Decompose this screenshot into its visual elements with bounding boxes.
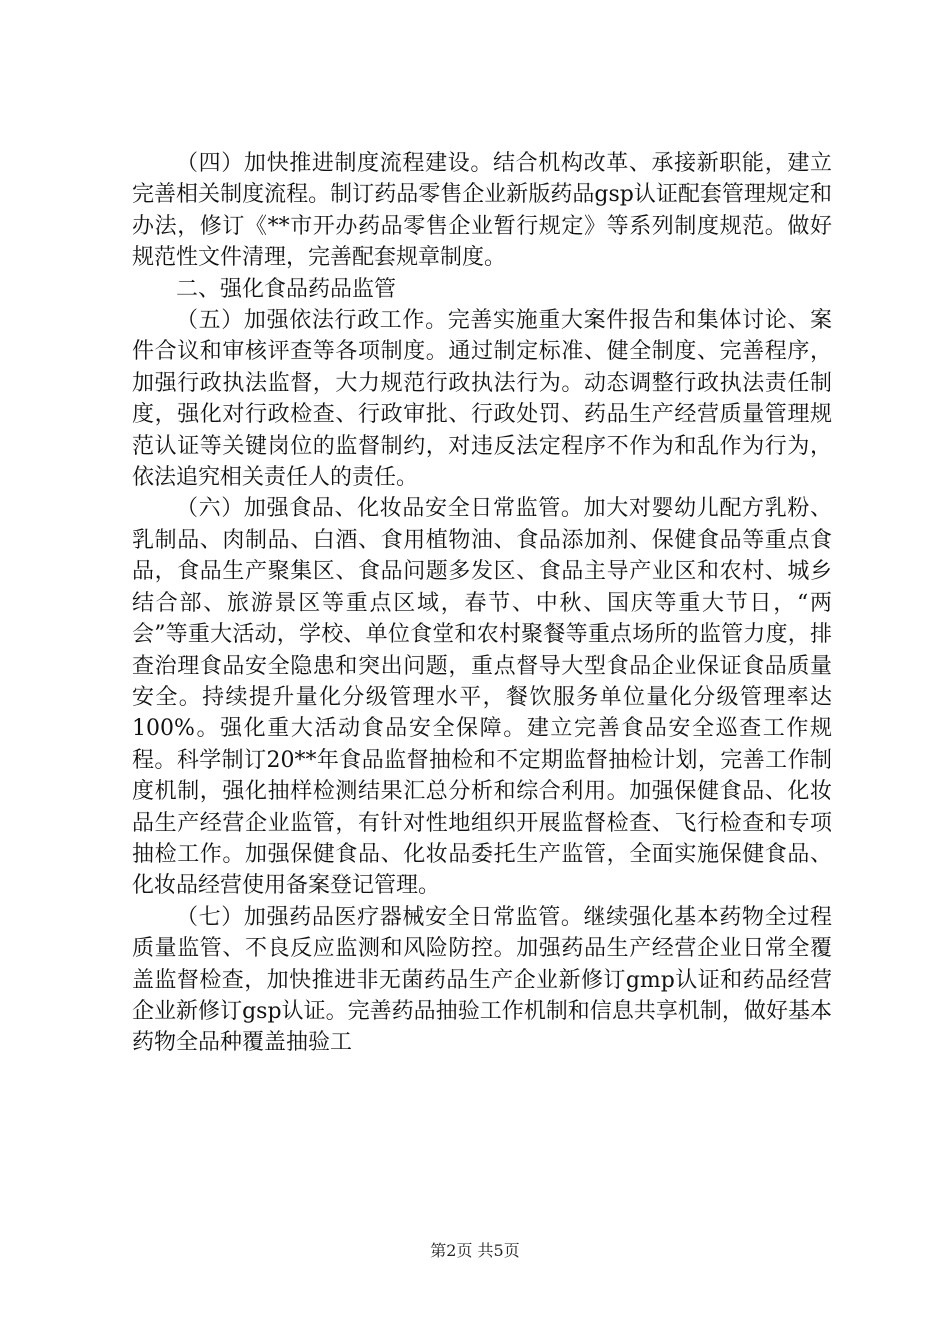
paragraph-section-5: （五）加强依法行政工作。完善实施重大案件报告和集体讨论、案件合议和审核评查等各项制度。通过制定标准、健全制度、完善程序，加强行政执法监督，大力规范行政执法行为。动态调整行政执法责任制度，强化对行政检查、行政审批、行政处罚、药品生产经营质量管理规范认证等关键岗位的监督制约，对违反法定程序不作为和乱作为行为，依法追究相关责任人的责任。 xyxy=(132,308,832,491)
heading-section-2: 二、强化食品药品监管 xyxy=(176,276,397,302)
document-body xyxy=(132,148,832,1059)
paragraph-section-6: （六）加强食品、化妆品安全日常监管。加大对婴幼儿配方乳粉、乳制品、肉制品、白酒、食用植物油、食品添加剂、保健食品等重点食品，食品生产聚集区、食品问题多发区、食品主导产业区和农村、城乡结合部、旅游景区等重点区域，春节、中秋、国庆等重大节日，“两会”等重大活动，学校、单位食堂和农村聚餐等重点场所的监管力度，排查治理食品安全隐患和突出问题，重点督导大型食品企业保证食品质量安全。持续提升量化分级管理水平，餐饮服务单位量化分级管理率达100%。强化重大活动食品安全保障。建立完善食品安全巡查工作规程。科学制订20**年食品监督抽检和不定期监督抽检计划，完善工作制度机制，强化抽样检测结果汇总分析和综合利用。加强保健食品、化妆品生产经营企业监管，有针对性地组织开展监督检查、飞行检查和专项抽检工作。加强保健食品、化妆品委托生产监管，全面实施保健食品、化妆品经营使用备案登记管理。 xyxy=(132,496,832,899)
paragraph-section-4: （四）加快推进制度流程建设。结合机构改革、承接新职能，建立完善相关制度流程。制订药品零售企业新版药品gsp认证配套管理规定和办法，修订《**市开办药品零售企业暂行规定》等系列制度规范。做好规范性文件清理，完善配套规章制度。 xyxy=(132,151,832,271)
paragraph-section-7: （七）加强药品医疗器械安全日常监管。继续强化基本药物全过程质量监管、不良反应监测和风险防控。加强药品生产经营企业日常全覆盖监督检查，加快推进非无菌药品生产企业新修订gmp认证和药品经营企业新修订gsp认证。完善药品抽验工作机制和信息共享机制，做好基本药物全品种覆盖抽验工 xyxy=(132,904,832,1056)
page-number-footer: 第2页 共5页 xyxy=(430,1241,520,1260)
